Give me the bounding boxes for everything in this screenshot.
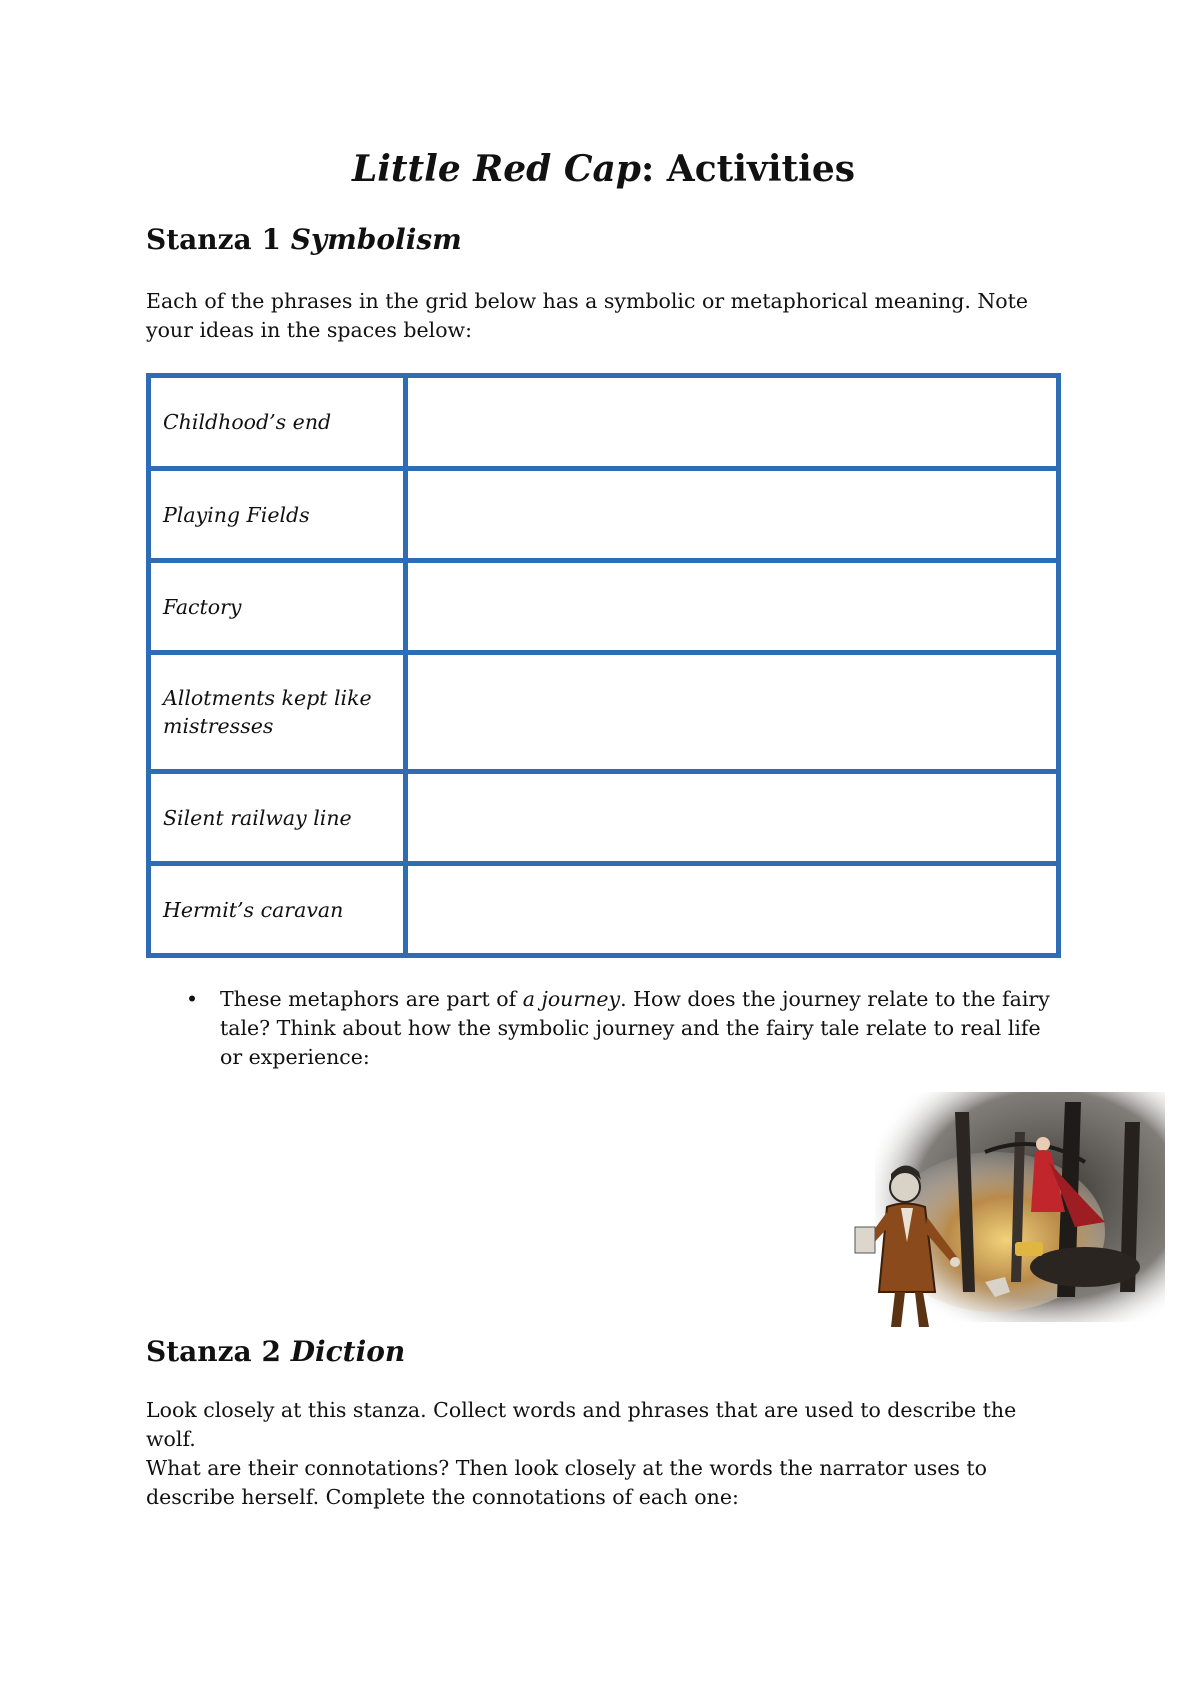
grid-answer-cell[interactable] [406,469,1059,561]
grid-phrase-cell: Silent railway line [149,772,406,864]
section2-heading-plain: Stanza 2 [146,1335,291,1368]
section1-intro-line1: Each of the phrases in the grid below has a symbolic or metaphorical meaning. Note [146,289,1029,313]
grid-row [149,864,1059,956]
grid-answer-cell[interactable] [406,653,1059,772]
grid-answer-cell[interactable] [406,376,1059,469]
journey-text-italic: a journey [522,987,621,1011]
grid-row [149,561,1059,653]
section1-intro-line2: your ideas in the spaces below: [146,318,472,342]
journey-text-before: These metaphors are part of [220,987,523,1011]
journey-question [186,985,1066,1072]
grid-phrase-cell: Childhood’s end [149,376,406,469]
grid-answer-cell[interactable] [406,561,1059,653]
section2-heading-italic: Diction [290,1335,406,1368]
grid-phrase-cell: Hermit’s caravan [149,864,406,956]
symbolism-grid [146,373,1061,958]
grid-row [149,376,1059,469]
grid-row [149,653,1059,772]
grid-phrase-cell: Allotments kept like mistresses [149,653,406,772]
grid-answer-cell[interactable] [406,772,1059,864]
grid-row [149,772,1059,864]
journey-text-after: . How does the journey relate to the fairy tale? Think about how the symbolic journey and the fairy tale relate to real life or experience: [220,987,1050,1069]
section1-intro [146,287,1061,345]
bullet-dot: • [186,987,199,1011]
page-title [146,146,1061,192]
section1-heading-plain: Stanza 1 [146,223,291,256]
title-italic: Little Red Cap [351,148,641,190]
grid-phrase-cell: Playing Fields [149,469,406,561]
section1-heading [146,222,462,258]
section1-heading-italic: Symbolism [290,223,462,256]
grid-phrase-cell: Factory [149,561,406,653]
journey-question-text [220,985,1066,1072]
grid-answer-cell[interactable] [406,864,1059,956]
section2-intro-line3: describe herself. Complete the connotations of each one: [146,1485,739,1509]
grid-row [149,469,1059,561]
section2-intro-line2: What are their connotations? Then look closely at the words the narrator uses to [146,1456,987,1480]
wolf-man-and-red-cap-forest-illustration-icon [835,1092,1165,1332]
section2-intro-line1: Look closely at this stanza. Collect words and phrases that are used to describe the wolf. [146,1398,1017,1451]
section2-heading [146,1334,405,1370]
title-rest: : Activities [640,148,856,190]
section2-intro [146,1396,1061,1512]
